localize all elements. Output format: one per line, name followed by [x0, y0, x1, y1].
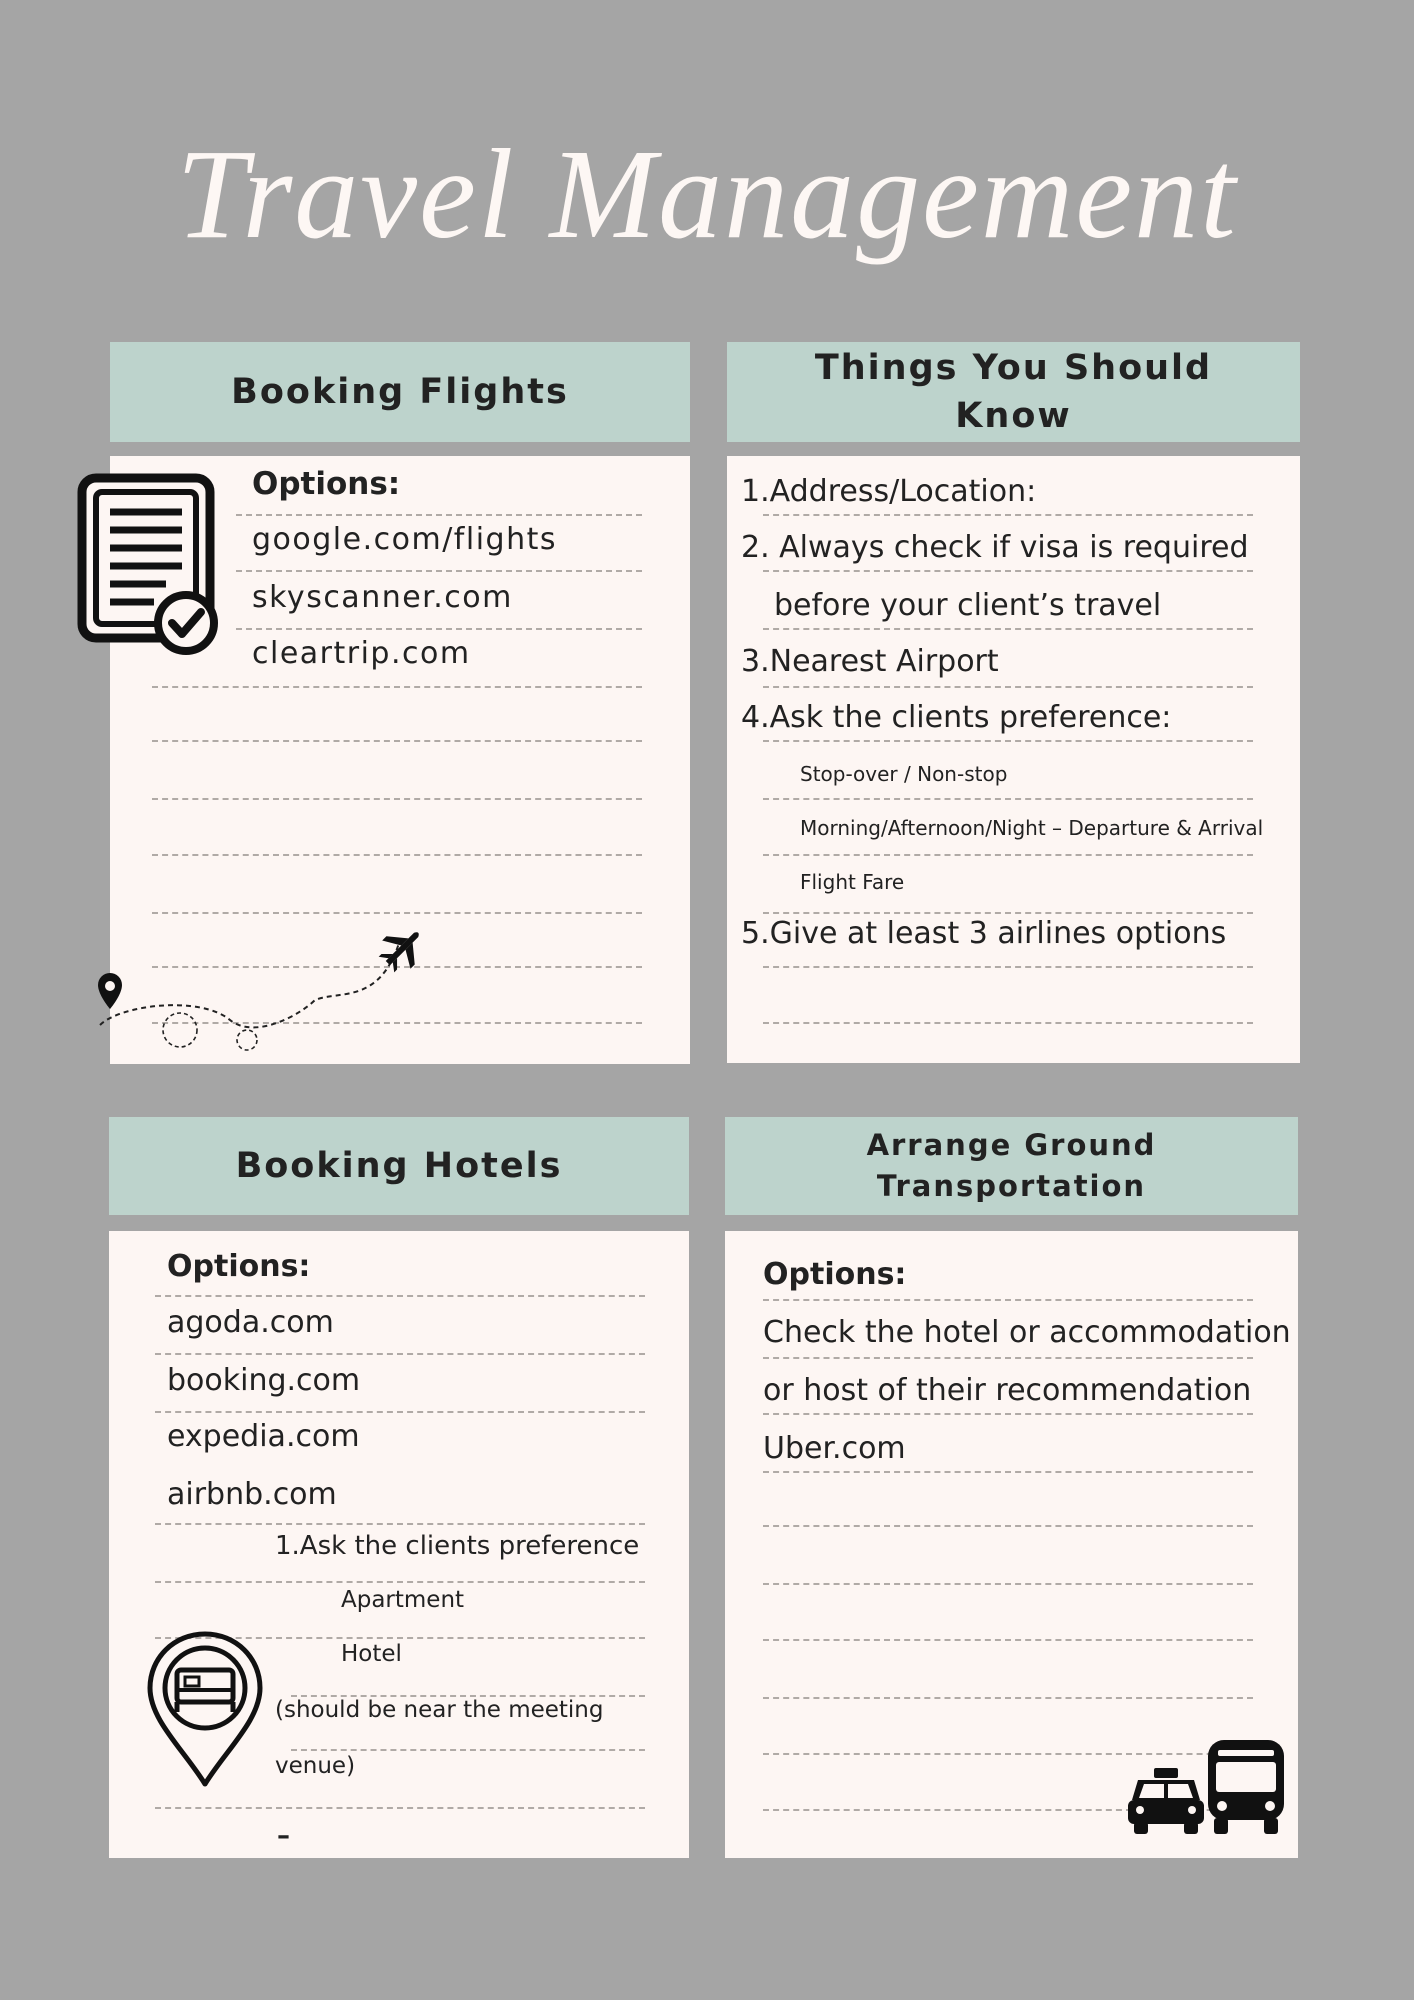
booking-flights-title: Booking Flights [231, 372, 569, 412]
hotels-dash: – [277, 1821, 290, 1851]
ground-option-uber[interactable]: Uber.com [763, 1431, 906, 1466]
bus-icon [1204, 1736, 1288, 1836]
know-item-preference: 4.Ask the clients preference: [741, 700, 1172, 735]
know-sub-fare: Flight Fare [800, 870, 905, 894]
taxi-icon [1126, 1766, 1206, 1836]
hotels-option-agoda[interactable]: agoda.com [167, 1305, 334, 1340]
hotels-option-expedia[interactable]: expedia.com [167, 1419, 360, 1454]
ground-recommendation-line1: Check the hotel or accommodation [763, 1315, 1291, 1350]
ground-recommendation-line2: or host of their recommendation [763, 1373, 1252, 1408]
flight-route-decoration [80, 915, 430, 1060]
know-item-address: 1.Address/Location: [741, 474, 1037, 509]
know-item-airport: 3.Nearest Airport [741, 644, 999, 679]
hotels-option-booking[interactable]: booking.com [167, 1363, 361, 1398]
document-check-icon [74, 470, 224, 660]
hotels-option-airbnb[interactable]: airbnb.com [167, 1477, 337, 1512]
ground-transport-title-line2: Transportation [876, 1169, 1147, 1203]
things-to-know-title-line2: Know [955, 396, 1072, 436]
booking-hotels-header [109, 1117, 689, 1215]
hotels-pref-apartment: Apartment [341, 1587, 465, 1613]
hotels-note-line2: venue) [275, 1753, 356, 1779]
airplane-icon [372, 919, 430, 979]
page-title: Travel Management [176, 123, 1238, 265]
hotels-note-line1: (should be near the meeting [275, 1697, 604, 1723]
hotels-pref-hotel: Hotel [341, 1641, 402, 1667]
hotels-options-label: Options: [167, 1249, 311, 1284]
hotel-pin-icon [144, 1628, 266, 1790]
know-sub-stopover: Stop-over / Non-stop [800, 762, 1008, 786]
things-to-know-title-line1: Things You Should [814, 348, 1213, 388]
things-to-know-card [727, 456, 1300, 1063]
know-sub-time: Morning/Afternoon/Night – Departure & Arrival [800, 816, 1264, 840]
flights-option-skyscanner[interactable]: skyscanner.com [252, 580, 513, 615]
ground-transport-title-line1: Arrange Ground [866, 1128, 1157, 1162]
map-pin-icon [98, 973, 122, 1009]
know-item-visa-cont: before your client’s travel [774, 588, 1162, 623]
things-to-know-header [727, 342, 1300, 442]
ground-options-label: Options: [763, 1257, 907, 1292]
hotels-preference: 1.Ask the clients preference [275, 1531, 640, 1561]
know-item-airlines: 5.Give at least 3 airlines options [741, 916, 1227, 951]
flights-option-cleartrip[interactable]: cleartrip.com [252, 636, 471, 671]
booking-flights-header [110, 342, 690, 442]
flights-option-google[interactable]: google.com/flights [252, 522, 557, 557]
know-item-visa: 2. Always check if visa is required [741, 530, 1249, 565]
booking-hotels-title: Booking Hotels [235, 1146, 563, 1186]
ground-transport-header [725, 1117, 1298, 1215]
flights-options-label: Options: [252, 466, 401, 502]
